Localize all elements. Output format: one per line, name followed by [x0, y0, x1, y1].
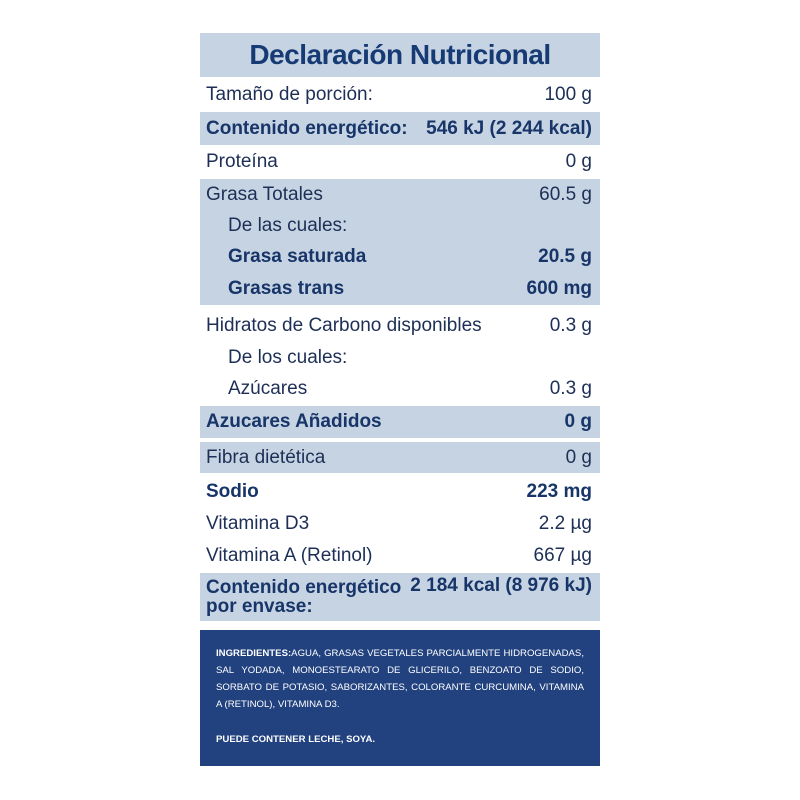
row-fat-of-which [200, 210, 600, 241]
row-value: 667 µg [533, 545, 592, 566]
row-label: Azucares Añadidos [206, 411, 382, 432]
row-label: Sodio [206, 481, 259, 502]
ingredients-text-block [216, 645, 584, 713]
row-protein [200, 146, 600, 178]
allergen-warning: PUEDE CONTENER LECHE, SOYA. [216, 734, 376, 745]
row-label: De las cuales: [228, 214, 348, 236]
row-label: Grasa saturada [228, 245, 367, 267]
row-value: 600 mg [526, 277, 592, 299]
row-label: De los cuales: [228, 346, 348, 368]
ingredients-heading: INGREDIENTES: [216, 648, 292, 659]
row-fiber [200, 442, 600, 473]
row-added-sugars [200, 406, 600, 438]
row-saturated-fat [200, 241, 600, 272]
row-value: 0 g [565, 151, 592, 172]
row-label: Grasas trans [228, 277, 345, 299]
row-label [206, 578, 401, 616]
row-label: Vitamina D3 [206, 513, 310, 534]
row-sugars [200, 373, 600, 405]
panel-title: Declaración Nutricional [200, 33, 600, 77]
row-label: Proteína [206, 151, 278, 172]
row-label: Fibra dietética [206, 446, 326, 468]
row-trans-fat [200, 272, 600, 305]
row-sodium [200, 476, 600, 508]
row-vitamin-a [200, 540, 600, 572]
row-value: 223 mg [526, 481, 592, 502]
nutrition-panel [200, 33, 600, 766]
row-label: Vitamina A (Retinol) [206, 545, 373, 566]
ingredients-box [200, 630, 600, 766]
row-label: Hidratos de Carbono disponibles [206, 315, 482, 336]
row-value: 2.2 µg [538, 513, 592, 534]
row-value: 0 g [564, 411, 592, 432]
row-label: Grasa Totales [206, 183, 323, 205]
row-label: Contenido energético: [206, 117, 408, 139]
row-energy [200, 112, 600, 145]
row-label: Tamaño de porción: [206, 84, 373, 105]
row-label-line1: Contenido energético [206, 577, 402, 598]
row-carbs-of-which [200, 342, 600, 373]
row-value: 60.5 g [539, 183, 592, 205]
row-value: 0.3 g [549, 315, 592, 336]
row-vitamin-d3 [200, 508, 600, 540]
row-total-fat [200, 179, 600, 210]
row-value: 0 g [565, 446, 592, 468]
row-label-line2: por envase: [206, 596, 313, 617]
row-label: Azúcares [228, 378, 308, 399]
row-carbohydrates [200, 310, 600, 342]
row-serving-size [200, 79, 600, 111]
row-value: 100 g [544, 84, 592, 105]
row-value: 20.5 g [538, 245, 592, 267]
row-value: 546 kJ (2 244 kcal) [426, 117, 592, 139]
row-energy-per-package [200, 573, 600, 621]
ingredients-list: AGUA, GRASAS VEGETALES PARCIALMENTE HIDROGENADAS, SAL YODADA, MONOESTEARATO DE GLICERILO, BENZOATO DE SODIO, SORBATO DE POTASIO, SABORIZANTES, COLORANTE CURCUMINA, VITAMINA A (RETINOL), VITAMINA D3. [216, 648, 584, 710]
row-value: 0.3 g [549, 378, 592, 399]
row-value: 2 184 kcal (8 976 kJ) [410, 575, 592, 596]
